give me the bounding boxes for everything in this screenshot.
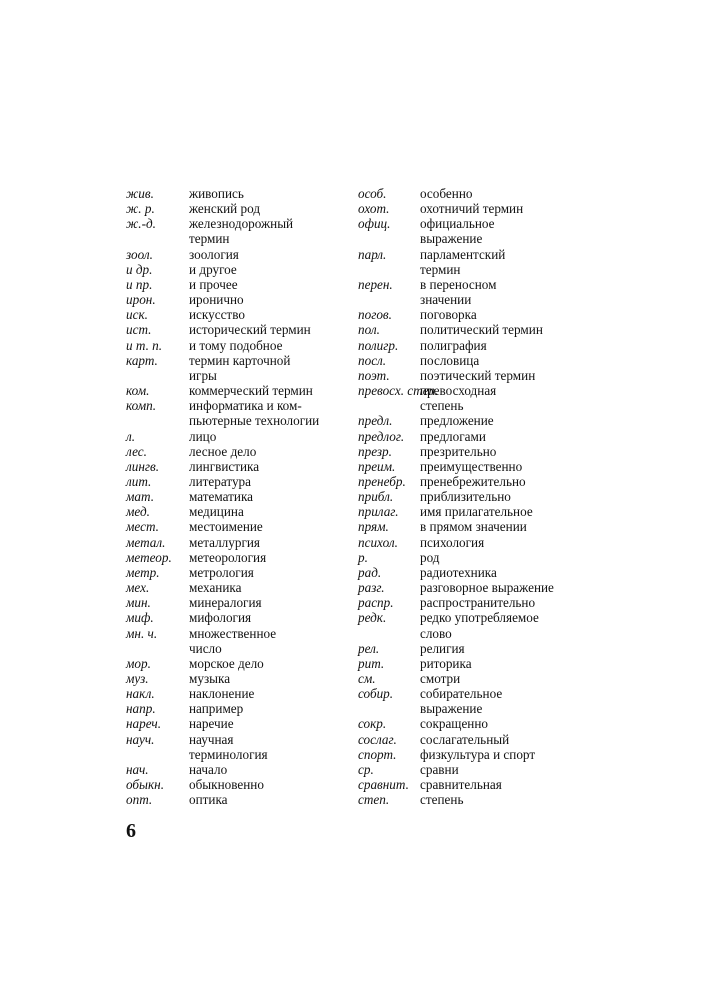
abbreviation-entry — [358, 383, 588, 413]
abbreviation-meaning: начало — [189, 761, 228, 777]
abbreviation-meaning: и другое — [189, 261, 237, 277]
abbreviation: л. — [126, 428, 136, 444]
abbreviation: особ. — [358, 186, 387, 201]
abbreviation-meaning: лингвистика — [189, 458, 260, 474]
abbreviation: метал. — [126, 534, 166, 550]
abbreviation-meaning: исторический термин — [189, 322, 311, 338]
abbreviation-entry — [358, 671, 588, 686]
abbreviation: обыкн. — [126, 777, 164, 793]
abbreviation-meaning: обыкновенно — [189, 777, 264, 793]
abbreviation-entry — [358, 641, 588, 656]
abbreviation: преим. — [358, 458, 396, 474]
abbreviation: мн. ч. — [126, 625, 158, 641]
abbreviation-meaning: минералогия — [189, 595, 262, 611]
abbreviation-meaning: поэтический термин — [420, 367, 536, 383]
abbreviation-meaning: научная терминология — [189, 731, 268, 762]
abbreviation-meaning: информатика и ком- пьютерные технологии — [189, 398, 320, 429]
abbreviation: офиц. — [358, 216, 391, 232]
abbreviation: и др. — [126, 261, 153, 277]
abbreviation-entry — [126, 383, 346, 398]
abbreviation-meaning: метрология — [189, 564, 254, 580]
abbreviation: лингв. — [126, 458, 160, 474]
abbreviation-meaning: религия — [420, 640, 465, 656]
abbreviation: карт. — [126, 352, 158, 368]
abbreviation: мин. — [126, 595, 151, 611]
abbreviation: превосх. степ. — [358, 383, 439, 399]
abbreviation-entry — [358, 338, 588, 353]
abbreviation-meaning: парламентский термин — [420, 246, 506, 277]
abbreviation: ком. — [126, 383, 150, 399]
abbreviation-entry — [126, 353, 346, 383]
page-number: 6 — [126, 820, 136, 842]
abbreviation: лес. — [126, 443, 147, 459]
abbreviation-entry — [358, 459, 588, 474]
abbreviation-entry — [358, 504, 588, 519]
abbreviation-meaning: в прямом значении — [420, 519, 527, 535]
abbreviation-entry — [358, 656, 588, 671]
abbreviation-meaning: механика — [189, 580, 242, 596]
abbreviation-entry — [126, 535, 346, 550]
abbreviation: опт. — [126, 792, 153, 808]
abbreviation-entry — [126, 626, 346, 656]
abbreviation: разг. — [358, 580, 385, 596]
abbreviation-entry — [358, 686, 588, 716]
abbreviation-meaning: приблизительно — [420, 489, 511, 505]
abbreviation: ср. — [358, 761, 374, 777]
abbreviation: сравнит. — [358, 777, 409, 793]
abbreviation: науч. — [126, 731, 155, 747]
abbreviation: ж.-д. — [126, 216, 156, 232]
abbreviation-entry — [358, 762, 588, 777]
abbreviation-entry — [126, 444, 346, 459]
abbreviation-meaning: оптика — [189, 792, 228, 808]
abbreviation-meaning: метеорология — [189, 549, 267, 565]
abbreviation-meaning: например — [189, 701, 244, 717]
abbreviation-meaning: род — [420, 549, 440, 565]
abbreviation-meaning: лицо — [189, 428, 217, 444]
abbreviation: психол. — [358, 534, 398, 550]
abbreviation-entry — [126, 716, 346, 731]
abbreviation-meaning: искусство — [189, 307, 245, 323]
abbreviation-meaning: сравни — [420, 761, 459, 777]
abbreviation-entry — [126, 610, 346, 625]
abbreviation-entry — [358, 186, 588, 201]
abbreviation-entry — [358, 444, 588, 459]
abbreviation: спорт. — [358, 746, 397, 762]
abbreviation-entry — [126, 277, 346, 292]
abbreviation: см. — [358, 671, 376, 686]
abbreviation: мор. — [126, 655, 151, 671]
abbreviation-entry — [358, 322, 588, 337]
abbreviation-meaning: психология — [420, 534, 485, 550]
abbreviation-meaning: лесное дело — [189, 443, 257, 459]
abbreviation: ирон. — [126, 292, 156, 308]
abbreviation-entry — [126, 762, 346, 777]
abbreviation: презр. — [358, 443, 392, 459]
abbreviation-entry — [126, 519, 346, 534]
abbreviation-meaning: разговорное выражение — [420, 580, 554, 596]
abbreviation-entry — [358, 732, 588, 747]
abbreviation: и пр. — [126, 276, 153, 292]
abbreviation: погов. — [358, 307, 392, 323]
abbreviation: собир. — [358, 686, 394, 702]
abbreviation-meaning: предлогами — [420, 428, 486, 444]
abbreviation: нареч. — [126, 716, 161, 732]
abbreviation: мест. — [126, 519, 159, 535]
abbreviation: сослаг. — [358, 731, 397, 747]
abbreviations-right-column — [358, 186, 588, 807]
abbreviation-meaning: наклонение — [189, 686, 255, 702]
abbreviation-meaning: пословица — [420, 352, 480, 368]
abbreviation: прилаг. — [358, 504, 399, 520]
abbreviation-meaning: в переносном значении — [420, 276, 497, 308]
abbreviation: степ. — [358, 792, 390, 808]
abbreviation: мех. — [126, 580, 150, 596]
abbreviation: накл. — [126, 686, 155, 702]
abbreviation-entry — [126, 429, 346, 444]
abbreviation: редк. — [358, 610, 387, 626]
abbreviation: мед. — [126, 504, 150, 520]
abbreviation: охот. — [358, 201, 390, 217]
abbreviations-left-column — [126, 186, 346, 807]
abbreviation-entry — [358, 353, 588, 368]
abbreviation: рит. — [358, 655, 385, 671]
abbreviation: сокр. — [358, 716, 387, 732]
abbreviation-meaning: преимущественно — [420, 458, 523, 474]
abbreviation-entry — [358, 247, 588, 277]
abbreviation: пренебр. — [358, 473, 406, 489]
abbreviation-entry — [358, 747, 588, 762]
abbreviation-entry — [126, 292, 346, 307]
abbreviation: посл. — [358, 352, 387, 368]
abbreviation-entry — [126, 262, 346, 277]
abbreviation-entry — [126, 550, 346, 565]
abbreviation-meaning: радиотехника — [420, 564, 497, 580]
abbreviation-meaning: мифология — [189, 610, 252, 626]
abbreviation-meaning: презрительно — [420, 443, 497, 459]
abbreviation: муз. — [126, 671, 149, 686]
abbreviation-entry — [126, 398, 346, 428]
abbreviation: ж. р. — [126, 201, 155, 217]
abbreviation-meaning: живопись — [189, 186, 244, 201]
abbreviation: распр. — [358, 595, 394, 611]
abbreviation: прибл. — [358, 489, 394, 505]
abbreviation-entry — [126, 186, 346, 201]
abbreviation: р. — [358, 549, 368, 565]
abbreviation-entry — [126, 656, 346, 671]
abbreviation-entry — [126, 792, 346, 807]
abbreviation-meaning: наречие — [189, 716, 234, 732]
abbreviation-meaning: литература — [189, 473, 251, 489]
abbreviation-meaning: сравнительная — [420, 777, 502, 793]
abbreviation-entry — [126, 580, 346, 595]
abbreviation-meaning: официальное выражение — [420, 216, 495, 247]
abbreviation-entry — [126, 216, 346, 246]
abbreviation-meaning: пренебрежительно — [420, 473, 526, 489]
abbreviation: полигр. — [358, 337, 399, 353]
abbreviation-entry — [358, 474, 588, 489]
abbreviation-meaning: морское дело — [189, 655, 264, 671]
abbreviation: предлог. — [358, 428, 405, 444]
abbreviation-meaning: собирательное выражение — [420, 686, 503, 717]
abbreviation-meaning: местоимение — [189, 519, 263, 535]
abbreviation-meaning: коммерческий термин — [189, 383, 313, 399]
abbreviation-entry — [126, 595, 346, 610]
abbreviation-meaning: особенно — [420, 186, 473, 201]
abbreviation: миф. — [126, 610, 154, 626]
abbreviation-entry — [126, 489, 346, 504]
abbreviation-entry — [358, 413, 588, 428]
abbreviation-meaning: медицина — [189, 504, 244, 520]
abbreviation-entry — [358, 201, 588, 216]
abbreviation-entry — [358, 610, 588, 640]
abbreviation-entry — [358, 550, 588, 565]
abbreviation: предл. — [358, 413, 393, 429]
abbreviation-entry — [126, 701, 346, 716]
abbreviation-entry — [358, 429, 588, 444]
abbreviation: лит. — [126, 473, 152, 489]
abbreviation-meaning: сокращенно — [420, 716, 489, 732]
abbreviation: перен. — [358, 276, 393, 292]
abbreviation: метеор. — [126, 549, 172, 565]
abbreviation: нач. — [126, 761, 149, 777]
abbreviation-meaning: поговорка — [420, 307, 477, 323]
abbreviation-entry — [358, 216, 588, 246]
abbreviation-meaning: риторика — [420, 655, 472, 671]
abbreviation-meaning: женский род — [189, 201, 261, 217]
abbreviation-entry — [126, 474, 346, 489]
abbreviation: поэт. — [358, 367, 390, 383]
abbreviation-entry — [126, 732, 346, 762]
abbreviation: мат. — [126, 489, 154, 505]
abbreviation-meaning: физкультура и спорт — [420, 746, 536, 762]
abbreviation-meaning: сослагательный — [420, 731, 510, 747]
abbreviation-entry — [126, 201, 346, 216]
abbreviation-meaning: охотничий термин — [420, 201, 524, 217]
abbreviation-entry — [358, 307, 588, 322]
abbreviation: и т. п. — [126, 337, 163, 353]
abbreviation-meaning: музыка — [189, 671, 231, 686]
abbreviation: ист. — [126, 322, 152, 338]
abbreviation-meaning: множественное число — [189, 625, 277, 656]
abbreviation-entry — [358, 489, 588, 504]
abbreviation-entry — [126, 504, 346, 519]
abbreviation-entry — [126, 777, 346, 792]
abbreviation-meaning: иронично — [189, 292, 244, 308]
abbreviation: рел. — [358, 640, 380, 656]
abbreviation-entry — [358, 595, 588, 610]
abbreviation-entry — [126, 322, 346, 337]
abbreviation: прям. — [358, 519, 389, 535]
abbreviation-entry — [126, 565, 346, 580]
abbreviation-meaning: металлургия — [189, 534, 260, 550]
abbreviation: зоол. — [126, 246, 153, 262]
abbreviation-entry — [126, 247, 346, 262]
abbreviation-meaning: и прочее — [189, 276, 238, 292]
abbreviation: иск. — [126, 307, 148, 323]
abbreviation-entry — [358, 277, 588, 307]
abbreviation: жив. — [126, 186, 154, 201]
abbreviation: пол. — [358, 322, 380, 338]
abbreviation-entry — [358, 565, 588, 580]
abbreviation-entry — [126, 686, 346, 701]
abbreviation-entry — [358, 716, 588, 731]
abbreviation-meaning: политический термин — [420, 322, 543, 338]
abbreviation-entry — [126, 671, 346, 686]
abbreviation-meaning: предложение — [420, 413, 494, 429]
abbreviation-meaning: железнодорожный термин — [189, 216, 294, 247]
abbreviation-entry — [358, 580, 588, 595]
abbreviation-entry — [126, 459, 346, 474]
abbreviation: напр. — [126, 701, 156, 717]
abbreviation: метр. — [126, 564, 160, 580]
abbreviation: парл. — [358, 246, 387, 262]
abbreviation-meaning: и тому подобное — [189, 337, 283, 353]
abbreviation-meaning: степень — [420, 792, 464, 808]
abbreviation-entry — [358, 535, 588, 550]
abbreviation: рад. — [358, 564, 382, 580]
abbreviation-entry — [126, 338, 346, 353]
abbreviation-meaning: зоология — [189, 246, 239, 262]
abbreviation-entry — [126, 307, 346, 322]
abbreviation-entry — [358, 368, 588, 383]
abbreviation-entry — [358, 777, 588, 792]
abbreviation: комп. — [126, 398, 157, 414]
abbreviation-meaning: имя прилагательное — [420, 504, 533, 520]
abbreviation-meaning: распространительно — [420, 595, 536, 611]
abbreviation-meaning: математика — [189, 489, 254, 505]
abbreviation-meaning: редко употребляемое слово — [420, 610, 539, 641]
abbreviation-meaning: превосходная степень — [420, 383, 497, 414]
abbreviation-entry — [358, 792, 588, 807]
abbreviation-meaning: смотри — [420, 671, 461, 686]
abbreviation-meaning: полиграфия — [420, 337, 487, 353]
abbreviation-entry — [358, 519, 588, 534]
abbreviation-meaning: термин карточной игры — [189, 352, 291, 383]
